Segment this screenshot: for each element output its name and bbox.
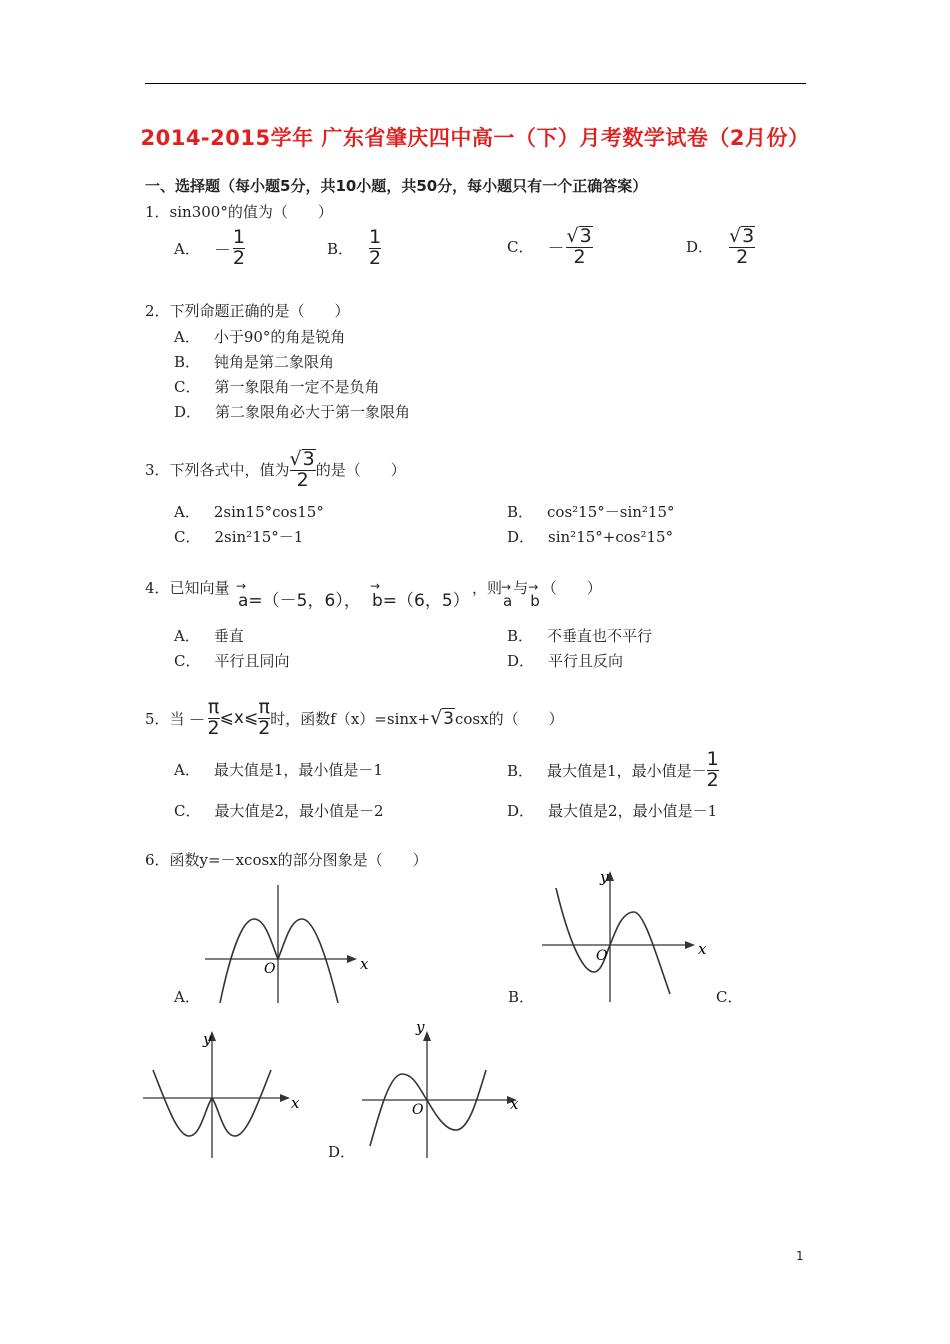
q6-graph-d[interactable] [360,1020,530,1158]
q4-with: 与 [513,579,529,597]
q4-vector-b: → b [370,579,383,611]
q4-vector-a: → a [236,579,249,611]
q1-option-b[interactable] [327,228,381,269]
q4-a-value: =（－5，6） [248,591,344,611]
q1-option-d-label: D． [686,238,714,257]
q4-comma: ， [343,591,361,611]
q5-minus: － [188,710,206,731]
q4-option-a-label: A． [174,627,200,645]
q4-option-a-text: 垂直 [213,627,244,645]
q1-c-fraction [566,226,592,268]
q1-b-den: 2 [369,246,382,269]
q3-option-c[interactable] [174,526,303,547]
q3-option-a-label: A． [174,503,200,521]
q1-b-num: 1 [369,226,382,248]
q1-option-a-label: A． [174,239,200,258]
q4-vector-b-expr [370,579,470,611]
q3-stem-post: 的是（ ） [315,461,406,480]
q4-option-d-label: D． [507,652,535,670]
section-heading: 一、选择题（每小题5分，共10小题，共50分，每小题只有一个正确答案） [145,177,648,195]
q1-b-fraction [369,228,381,269]
q6-option-b-label[interactable]: B． [508,988,535,1006]
q4-option-c-text: 平行且同向 [214,652,290,670]
q5-option-d[interactable] [507,800,717,821]
q5-stem [145,698,564,739]
q2-option-b-text: 钝角是第二象限角 [214,353,335,371]
q6-b-origin: O [596,948,608,964]
q6-graph-a[interactable] [200,885,380,1003]
q1-d-den: 2 [736,245,749,268]
q1-d-fraction [729,226,755,268]
q3-sqrt: √ 3 [289,448,315,470]
q6-option-a-label[interactable]: A． [174,988,200,1006]
q6-option-d-label[interactable]: D． [328,1143,356,1161]
q3-option-c-text: 2sin²15°－1 [214,528,304,546]
q5-b-fraction: $\frac{1}{2}$ [706,748,719,791]
q5-option-a[interactable] [174,759,383,780]
q5-option-a-label: A． [174,761,200,779]
q5-option-c-label: C． [174,802,201,820]
q5-option-b-label: B． [507,761,534,780]
page-title: 2014-2015学年 广东省肇庆四中高一（下）月考数学试卷（2月份） [140,126,810,150]
q6-d-y-label: y [416,1020,425,1036]
q3-option-c-label: C． [174,528,201,546]
q6-c-y-label: y [203,1030,212,1048]
q4-vector-a-ref: → a [501,580,513,610]
q1-option-c[interactable] [507,226,593,268]
q4-option-b-text: 不垂直也不平行 [547,627,653,645]
q4-paren: （ ） [541,579,602,597]
q3-option-d-label: D． [507,528,535,546]
page-number: 1 [796,1249,804,1263]
q6-stem: 6．函数y=－xcosx的部分图象是（ ） [145,851,428,869]
q2-option-d-text: 第二象限角必大于第一象限角 [215,403,411,421]
q5-sqrt: √ 3 [430,707,454,730]
q1-a-fraction [233,228,245,269]
q3-option-b-text: cos²15°－sin²15° [547,503,675,521]
q4-b-value: =（6，5） [382,591,470,611]
q5-option-b[interactable] [507,750,719,791]
q5-stem-mid: 时，函数f（x）=sinx+ [270,709,431,728]
q2-option-a-text: 小于90°的角是锐角 [213,328,346,346]
q2-option-b[interactable] [174,351,334,372]
q6-a-origin: O [264,961,276,977]
q3-option-a[interactable] [174,501,324,522]
q1-a-den: 2 [232,246,245,269]
q6-c-x-label: x [291,1094,300,1112]
q4-vector-b-ref: → b [528,580,540,610]
q2-stem: 2．下列命题正确的是（ ） [145,302,350,320]
q2-option-d[interactable] [174,401,410,422]
q2-option-d-label: D． [174,403,202,421]
q5-option-d-text: 最大值是2，最小值是－1 [548,802,718,820]
header-rule [145,83,806,84]
q4-option-c[interactable] [174,650,290,671]
q3-option-b-label: B． [507,503,534,521]
q4-option-b[interactable] [507,625,652,646]
q2-option-b-label: B． [174,353,201,371]
q1-stem: 1．sin300°的值为（ ） [145,203,333,221]
q2-option-a[interactable] [174,326,345,347]
q2-option-c[interactable] [174,376,380,397]
q4-option-d-text: 平行且反向 [548,652,624,670]
q4-option-b-label: B． [507,627,534,645]
q4-vector-a-expr [236,579,361,611]
q3-option-d-text: sin²15°+cos²15° [548,528,674,546]
q1-c-den: 2 [573,245,586,268]
q5-frac-right: $\frac{\pi}{2}$ [258,696,271,739]
q3-option-a-text: 2sin15°cos15° [213,503,324,521]
q6-a-x-label: x [360,955,369,973]
q6-b-y-label: y [600,868,609,886]
q3-fraction [290,449,316,491]
q3-den: 2 [296,468,309,491]
q3-stem-pre: 3．下列各式中，值为 [145,461,290,480]
q6-graph-c[interactable] [143,1030,308,1158]
q1-option-a[interactable] [174,228,245,269]
q5-option-a-text: 最大值是1，最小值是－1 [213,761,383,779]
q4-stem-pre: 4．已知向量 [145,579,230,597]
q5-stem-post: cosx的（ ） [455,709,564,728]
q1-option-b-label: B． [327,239,354,258]
q4-option-a[interactable] [174,625,244,646]
q4-option-c-label: C． [174,652,201,670]
q4-stem-post [472,577,602,610]
q6-d-origin: O [412,1102,424,1118]
q3-stem [145,449,406,491]
q5-option-d-label: D． [507,802,535,820]
q4-option-d[interactable] [507,650,623,671]
q5-option-b-text: 最大值是1，最小值是－ [547,761,707,780]
q4-then: ，则 [472,579,503,597]
q5-frac-left: $\frac{\pi}{2}$ [207,696,220,739]
q1-option-d[interactable] [686,226,755,268]
q6-b-x-label: x [698,940,707,958]
q1-option-c-label: C． [507,238,534,257]
q1-a-minus: － [213,240,231,261]
q2-option-c-label: C． [174,378,201,396]
q2-option-c-text: 第一象限角一定不是负角 [214,378,380,396]
q3-option-d[interactable] [507,526,673,547]
q5-option-c-text: 最大值是2，最小值是－2 [214,802,384,820]
q6-option-c-label[interactable]: C． [716,988,743,1006]
q2-option-a-label: A． [174,328,200,346]
q5-option-c[interactable] [174,800,384,821]
q5-stem-pre: 5．当 [145,709,185,728]
q6-d-x-label: x [510,1095,519,1113]
q3-option-b[interactable] [507,501,675,522]
q1-a-num: 1 [232,226,245,248]
q6-graph-b[interactable] [538,868,713,1002]
q1-c-sqrt: √ 3 [566,225,592,247]
q1-d-sqrt: √ 3 [729,225,755,247]
q5-inequality: ⩽x⩽ [219,708,259,729]
q1-c-minus: － [547,239,565,260]
